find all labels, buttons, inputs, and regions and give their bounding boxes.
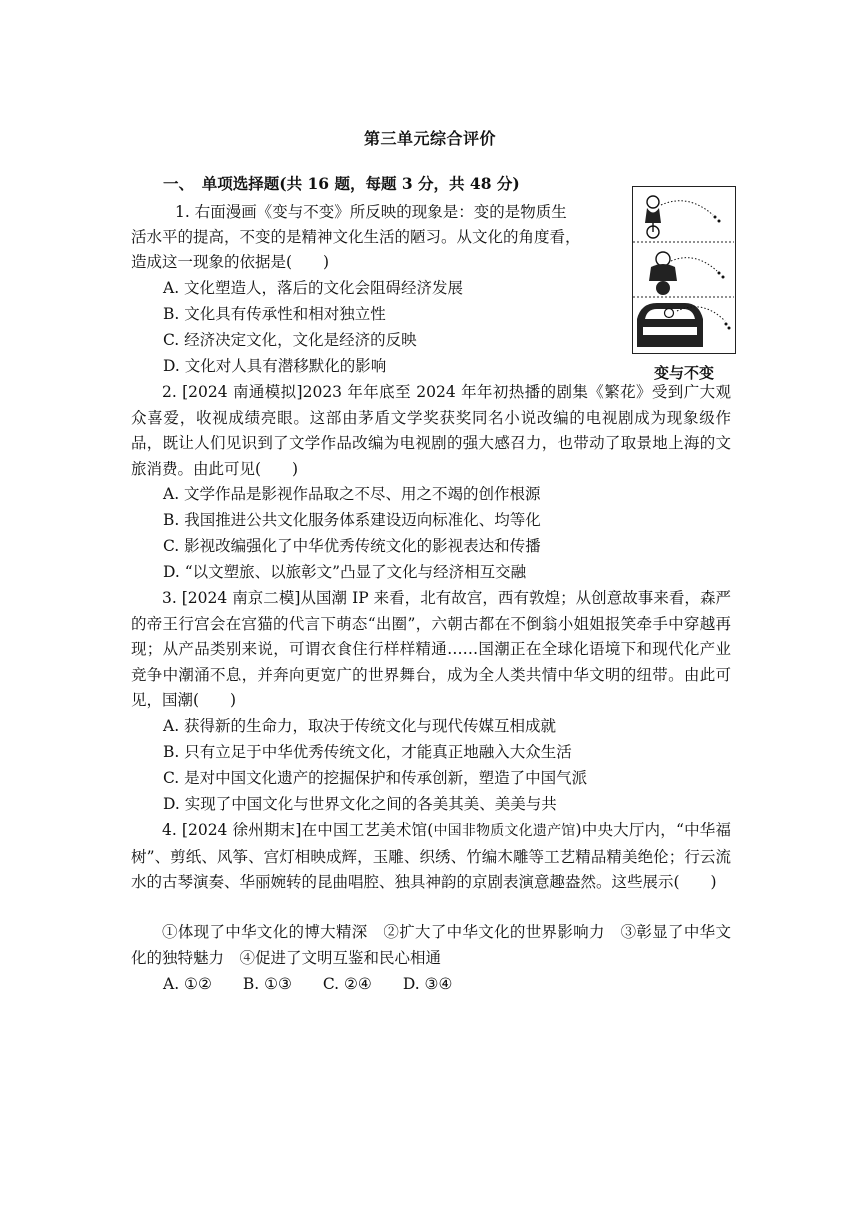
comic-image bbox=[632, 186, 736, 354]
q1-stem-line-3: 造成这一现象的依据是( ) bbox=[131, 253, 330, 271]
person-in-car-icon bbox=[637, 303, 731, 347]
q4-stem-start: 4. [2024 徐州期末]在中国工艺美术馆( bbox=[162, 821, 434, 839]
q3-stem: 3. [2024 南京二模]从国潮 IP 来看，北有故宫，西有敦煌；从创意故事来看，森严的帝王行宫会在宫猫的代言下萌态“出圈”，六朝古都在不倒翁小姐姐报笑牵手中穿越再现；从产品类别来说，可谓衣食住行样样精通……国潮正在全球化语境下和现代化产业竞争中潮涌不息，并奔向更宽广的世界舞台，成为全人类共情中华文明的纽带。由此可见，国潮( ) bbox=[131, 589, 731, 709]
q3-option-c[interactable]: C. 是对中国文化遗产的挖掘保护和传承创新，塑造了中国气派 bbox=[163, 769, 588, 787]
q2-option-d[interactable]: D. “以文塑旅、以旅彰文”凸显了文化与经济相互交融 bbox=[163, 563, 527, 581]
section-heading: 一、 单项选择题(共 16 题，每题 3 分，共 48 分) bbox=[163, 174, 520, 193]
q2-option-b[interactable]: B. 我国推进公共文化服务体系建设迈向标准化、均等化 bbox=[163, 511, 541, 529]
q2-option-a[interactable]: A. 文学作品是影视作品取之不尽、用之不竭的创作根源 bbox=[163, 485, 541, 503]
q4-statements: ①体现了中华文化的博大精深 ②扩大了中华文化的世界影响力 ③彰显了中华文化的独特魅力 ④促进了文明互鉴和民心相通 bbox=[131, 923, 731, 967]
q4-stem bbox=[131, 818, 731, 896]
q2-stem: 2. [2024 南通模拟]2023 年年底至 2024 年年初热播的剧集《繁花》受到广大观众喜爱，收视成绩亮眼。这部由茅盾文学奖获奖同名小说改编的电视剧成为现象级作品，既让人们见识到了文学作品改编为电视剧的强大感召力，也带动了取景地上海的文旅消费。由此可见( ) bbox=[131, 383, 731, 478]
q3-option-a[interactable]: A. 获得新的生命力，取决于传统文化与现代传媒互相成就 bbox=[163, 717, 557, 735]
comic-caption: 变与不变 bbox=[653, 364, 714, 382]
q1-stem-line-2: 活水平的提高，不变的是精神文化生活的陋习。从文化的角度看， bbox=[131, 228, 581, 246]
page-title: 第三单元综合评价 bbox=[363, 129, 496, 148]
q4-source-note: 中国非物质文化遗产馆 bbox=[433, 823, 576, 839]
person-on-motorcycle-icon bbox=[649, 252, 725, 295]
q2-option-c[interactable]: C. 影视改编强化了中华优秀传统文化的影视表达和传播 bbox=[163, 537, 541, 555]
q1-stem-line-1: 1. 右面漫画《变与不变》所反映的现象是：变的是物质生 bbox=[175, 203, 567, 221]
q1-option-b[interactable]: B. 文化具有传承性和相对独立性 bbox=[163, 305, 386, 323]
person-on-bicycle-icon bbox=[645, 196, 721, 238]
q1-option-d[interactable]: D. 文化对人具有潜移默化的影响 bbox=[163, 357, 387, 375]
q4-options[interactable]: A. ①② B. ①③ C. ②④ D. ③④ bbox=[163, 975, 453, 993]
q1-option-a[interactable]: A. 文化塑造人，落后的文化会阻碍经济发展 bbox=[163, 279, 464, 297]
q3-option-d[interactable]: D. 实现了中国文化与世界文化之间的各美其美、美美与共 bbox=[163, 795, 557, 813]
q1-option-c[interactable]: C. 经济决定文化，文化是经济的反映 bbox=[163, 331, 417, 349]
q3-option-b[interactable]: B. 只有立足于中华优秀传统文化，才能真正地融入大众生活 bbox=[163, 743, 572, 761]
q4-stem-rest: )中央大厅内，“中华福树”、剪纸、风筝、宫灯相映成辉，玉雕、织绣、竹编木雕等工艺精品精美绝伦；行云流水的古琴演奏、华丽婉转的昆曲唱腔、独具神韵的京剧表演意趣盎然。这些展示( ) bbox=[131, 821, 731, 891]
comic-svg bbox=[633, 187, 734, 352]
